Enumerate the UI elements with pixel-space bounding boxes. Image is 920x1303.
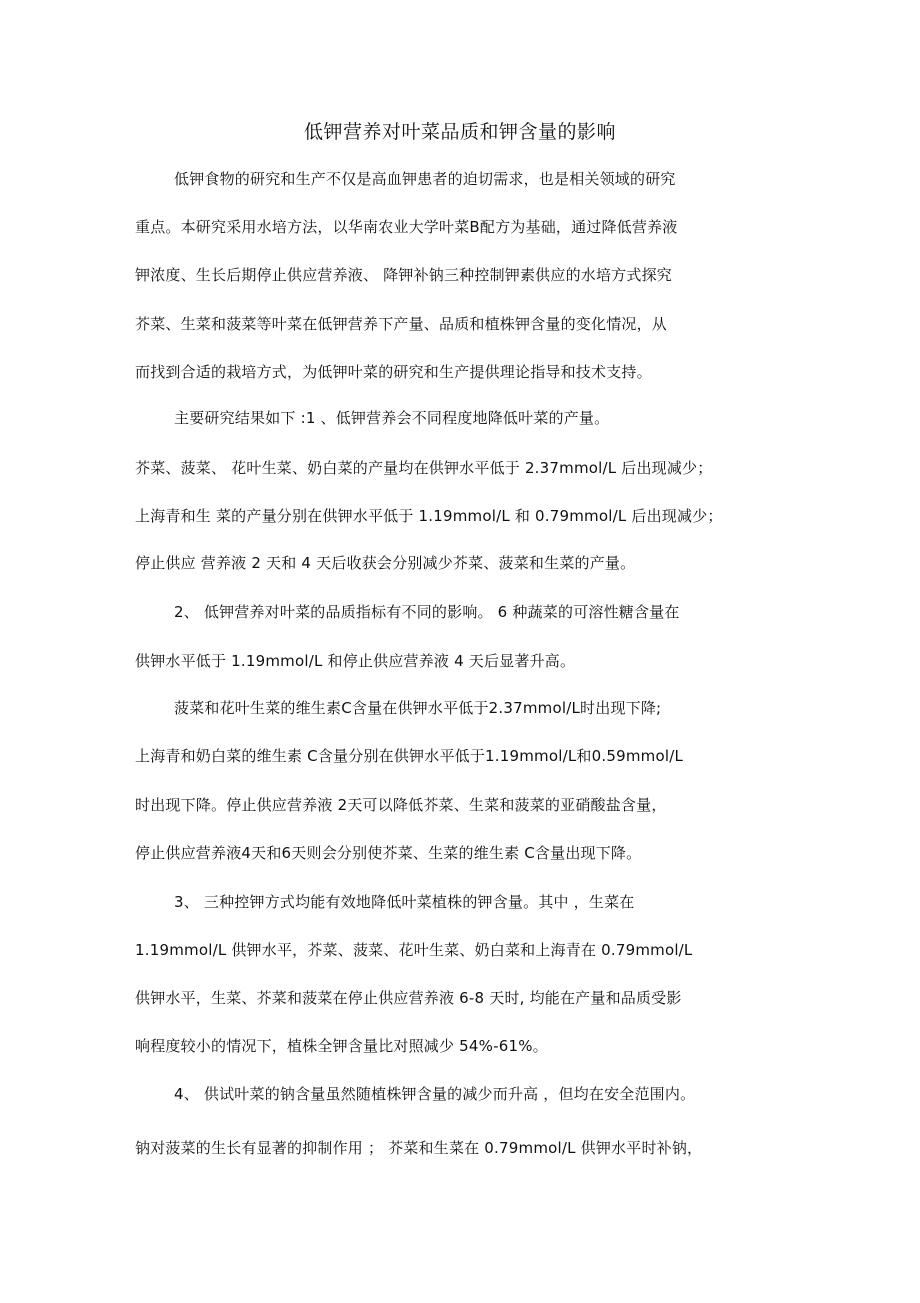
text-line: 时出现下降。停止供应营养液 2天可以降低芥菜、生菜和菠菜的亚硝酸盐含量， xyxy=(135,796,667,814)
text-line: 上海青和奶白菜的维生素 C含量分别在供钾水平低于1.19mmol/L和0.59mmol/L xyxy=(135,747,683,765)
text-line: 供钾水平低于 1.19mmol/L 和停止供应营养液 4 天后显著升高。 xyxy=(135,652,576,670)
text-line: 4、 供试叶菜的钠含量虽然随植株钾含量的减少而升高 ，但均在安全范围内。 xyxy=(174,1085,696,1103)
text-line: 3、 三种控钾方式均能有效地降低叶菜植株的钾含量。其中 ，生菜在 xyxy=(174,893,635,911)
text-line: 芥菜、菠菜、 花叶生菜、奶白菜的产量均在供钾水平低于 2.37mmol/L 后出现减少； xyxy=(135,459,713,477)
text-line: 而找到合适的栽培方式，为低钾叶菜的研究和生产提供理论指导和技术支持。 xyxy=(135,363,652,381)
text-line: 钠对菠菜的生长有显著的抑制作用 ； 芥菜和生菜在 0.79mmol/L 供钾水平时补钠， xyxy=(135,1139,703,1157)
text-line: 芥菜、生菜和菠菜等叶菜在低钾营养下产量、品质和植株钾含量的变化情况，从 xyxy=(135,315,668,333)
text-line: 响程度较小的情况下，植株全钾含量比对照减少 54%-61%。 xyxy=(135,1037,548,1055)
text-line: 停止供应 营养液 2 天和 4 天后收获会分别减少芥菜、菠菜和生菜的产量。 xyxy=(135,554,636,572)
text-line: 重点。本研究采用水培方法，以华南农业大学叶菜B配方为基础，通过降低营养液 xyxy=(135,218,678,236)
text-line: 菠菜和花叶生菜的维生素C含量在供钾水平低于2.37mmol/L时出现下降; xyxy=(174,699,662,717)
text-line: 1.19mmol/L 供钾水平，芥菜、菠菜、花叶生菜、奶白菜和上海青在 0.79mmol/L xyxy=(135,941,693,959)
text-line: 主要研究结果如下 :1 、低钾营养会不同程度地降低叶菜的产量。 xyxy=(174,409,610,427)
text-line: 停止供应营养液4天和6天则会分别使芥菜、生菜的维生素 C含量出现下降。 xyxy=(135,844,642,862)
text-line: 低钾食物的研究和生产不仅是高血钾患者的迫切需求，也是相关领域的研究 xyxy=(174,170,676,188)
text-line: 2、 低钾营养对叶菜的品质指标有不同的影响。 6 种蔬菜的可溶性糖含量在 xyxy=(174,603,680,621)
text-line: 供钾水平，生菜、芥菜和菠菜在停止供应营养液 6-8 天时, 均能在产量和品质受影 xyxy=(135,989,682,1007)
text-line: 钾浓度、生长后期停止供应营养液、 降钾补钠三种控制钾素供应的水培方式探究 xyxy=(135,266,672,284)
document-title: 低钾营养对叶菜品质和钾含量的影响 xyxy=(303,121,616,143)
text-line: 上海青和生 菜的产量分别在供钾水平低于 1.19mmol/L 和 0.79mmol/L 后出现减少； xyxy=(135,507,723,525)
